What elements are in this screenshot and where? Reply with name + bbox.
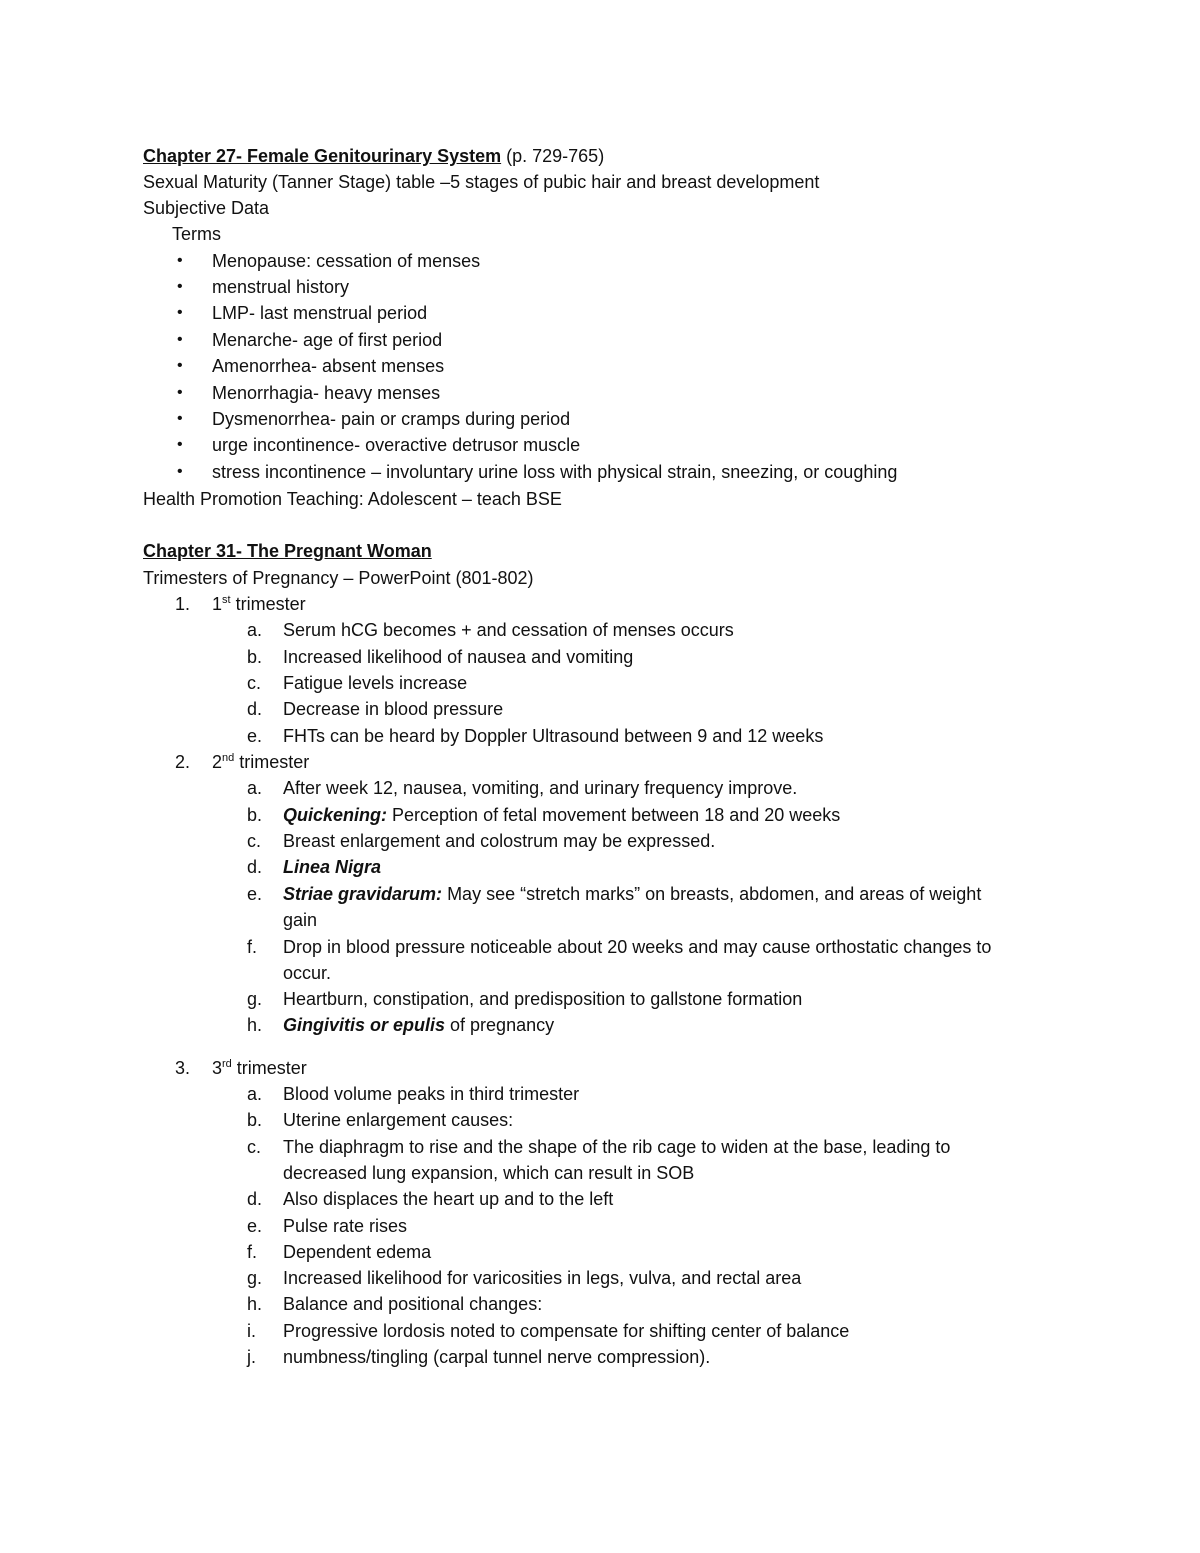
- list-letter: a.: [247, 620, 263, 640]
- bullet: •: [177, 410, 183, 427]
- subjective-data-heading: Subjective Data: [143, 198, 270, 218]
- tanner-stage-line: Sexual Maturity (Tanner Stage) table –5 stages of pubic hair and breast development: [143, 172, 820, 192]
- list-item: The diaphragm to rise and the shape of the rib cage to widen at the base, leading to: [283, 1137, 951, 1157]
- list-letter: e.: [247, 884, 263, 904]
- list-letter: b.: [247, 805, 263, 825]
- list-item: Breast enlargement and colostrum may be expressed.: [283, 831, 716, 851]
- list-letter: c.: [247, 1137, 262, 1157]
- list-item: Menarche- age of first period: [212, 330, 443, 350]
- bullet: •: [177, 463, 183, 480]
- list-item: After week 12, nausea, vomiting, and urinary frequency improve.: [283, 778, 798, 798]
- trimesters-heading: Trimesters of Pregnancy – PowerPoint (801-802): [143, 568, 534, 588]
- list-letter: d.: [247, 857, 263, 877]
- trimester-2-heading: [212, 749, 309, 775]
- list-item: Fatigue levels increase: [283, 673, 468, 693]
- list-number: 3.: [175, 1058, 191, 1078]
- trimester-label: trimester: [230, 594, 306, 614]
- list-letter: e.: [247, 1216, 263, 1236]
- list-letter: d.: [247, 699, 263, 719]
- list-item: Menorrhagia- heavy menses: [212, 383, 441, 403]
- health-promotion-line: Health Promotion Teaching: Adolescent – teach BSE: [143, 489, 562, 509]
- list-letter: i.: [247, 1321, 256, 1341]
- list-item: Balance and positional changes:: [283, 1294, 543, 1314]
- ordinal-number: 3: [212, 1058, 223, 1078]
- ordinal-suffix: st: [222, 594, 231, 606]
- list-item: FHTs can be heard by Doppler Ultrasound between 9 and 12 weeks: [283, 726, 824, 746]
- list-item: Heartburn, constipation, and predisposition to gallstone formation: [283, 989, 803, 1009]
- list-item: Also displaces the heart up and to the left: [283, 1189, 614, 1209]
- list-item: Amenorrhea- absent menses: [212, 356, 445, 376]
- list-item: Progressive lordosis noted to compensate for shifting center of balance: [283, 1321, 850, 1341]
- bullet: •: [177, 278, 183, 295]
- trimester-label: trimester: [231, 1058, 307, 1078]
- chapter-27-title: Chapter 27- Female Genitourinary System: [143, 146, 502, 166]
- list-number: 1.: [175, 594, 191, 614]
- emphasis-term: Striae gravidarum:: [283, 884, 443, 904]
- list-item-continuation: occur.: [283, 963, 332, 983]
- chapter-27-pages: (p. 729-765): [501, 146, 605, 166]
- list-item: menstrual history: [212, 277, 350, 297]
- list-letter: c.: [247, 673, 262, 693]
- list-letter: b.: [247, 1110, 263, 1130]
- item-text: May see “stretch marks” on breasts, abdomen, and areas of weight: [442, 884, 982, 904]
- trimester-3-heading: [212, 1055, 307, 1081]
- bullet: •: [177, 331, 183, 348]
- emphasis-term: Gingivitis or epulis: [283, 1015, 446, 1035]
- chapter-31-title: Chapter 31- The Pregnant Woman: [143, 541, 432, 561]
- list-item: Drop in blood pressure noticeable about 20 weeks and may cause orthostatic changes to: [283, 937, 992, 957]
- trimester-label: trimester: [234, 752, 310, 772]
- ordinal-number: 1: [212, 594, 223, 614]
- list-letter: f.: [247, 937, 258, 957]
- list-letter: g.: [247, 1268, 263, 1288]
- list-letter: h.: [247, 1015, 263, 1035]
- list-number: 2.: [175, 752, 191, 772]
- bullet: •: [177, 304, 183, 321]
- list-letter: j.: [247, 1347, 256, 1367]
- ordinal-suffix: rd: [222, 1058, 232, 1070]
- list-letter: c.: [247, 831, 262, 851]
- list-item: Dysmenorrhea- pain or cramps during period: [212, 409, 571, 429]
- list-letter: d.: [247, 1189, 263, 1209]
- list-item: LMP- last menstrual period: [212, 303, 428, 323]
- item-text: Perception of fetal movement between 18 and 20 weeks: [387, 805, 841, 825]
- list-letter: f.: [247, 1242, 258, 1262]
- list-letter: a.: [247, 778, 263, 798]
- trimester-1-heading: [212, 591, 306, 617]
- list-letter: b.: [247, 647, 263, 667]
- bullet: •: [177, 252, 183, 269]
- bullet: •: [177, 436, 183, 453]
- terms-label: Terms: [172, 224, 221, 244]
- list-item-continuation: decreased lung expansion, which can result in SOB: [283, 1163, 695, 1183]
- list-item: Blood volume peaks in third trimester: [283, 1084, 580, 1104]
- list-letter: a.: [247, 1084, 263, 1104]
- list-item: Menopause: cessation of menses: [212, 251, 481, 271]
- list-item: Increased likelihood for varicosities in legs, vulva, and rectal area: [283, 1268, 802, 1288]
- list-item: numbness/tingling (carpal tunnel nerve compression).: [283, 1347, 711, 1367]
- list-letter: g.: [247, 989, 263, 1009]
- list-letter: h.: [247, 1294, 263, 1314]
- bullet: •: [177, 384, 183, 401]
- chapter-27-heading: [143, 143, 604, 169]
- list-letter: e.: [247, 726, 263, 746]
- list-item: urge incontinence- overactive detrusor muscle: [212, 435, 581, 455]
- emphasis-term: Quickening:: [283, 805, 388, 825]
- bullet: •: [177, 357, 183, 374]
- list-item: Decrease in blood pressure: [283, 699, 504, 719]
- list-item: Increased likelihood of nausea and vomiting: [283, 647, 634, 667]
- list-item: Uterine enlargement causes:: [283, 1110, 514, 1130]
- list-item: Linea Nigra: [283, 857, 382, 877]
- ordinal-suffix: nd: [222, 752, 235, 764]
- list-item: [283, 802, 840, 828]
- list-item: Dependent edema: [283, 1242, 432, 1262]
- list-item: Serum hCG becomes + and cessation of menses occurs: [283, 620, 734, 640]
- list-item-continuation: gain: [283, 910, 318, 930]
- item-text: of pregnancy: [445, 1015, 555, 1035]
- list-item: Pulse rate rises: [283, 1216, 408, 1236]
- list-item: stress incontinence – involuntary urine loss with physical strain, sneezing, or coughing: [212, 462, 898, 482]
- ordinal-number: 2: [212, 752, 223, 772]
- list-item: [283, 881, 981, 907]
- list-item: [283, 1012, 554, 1038]
